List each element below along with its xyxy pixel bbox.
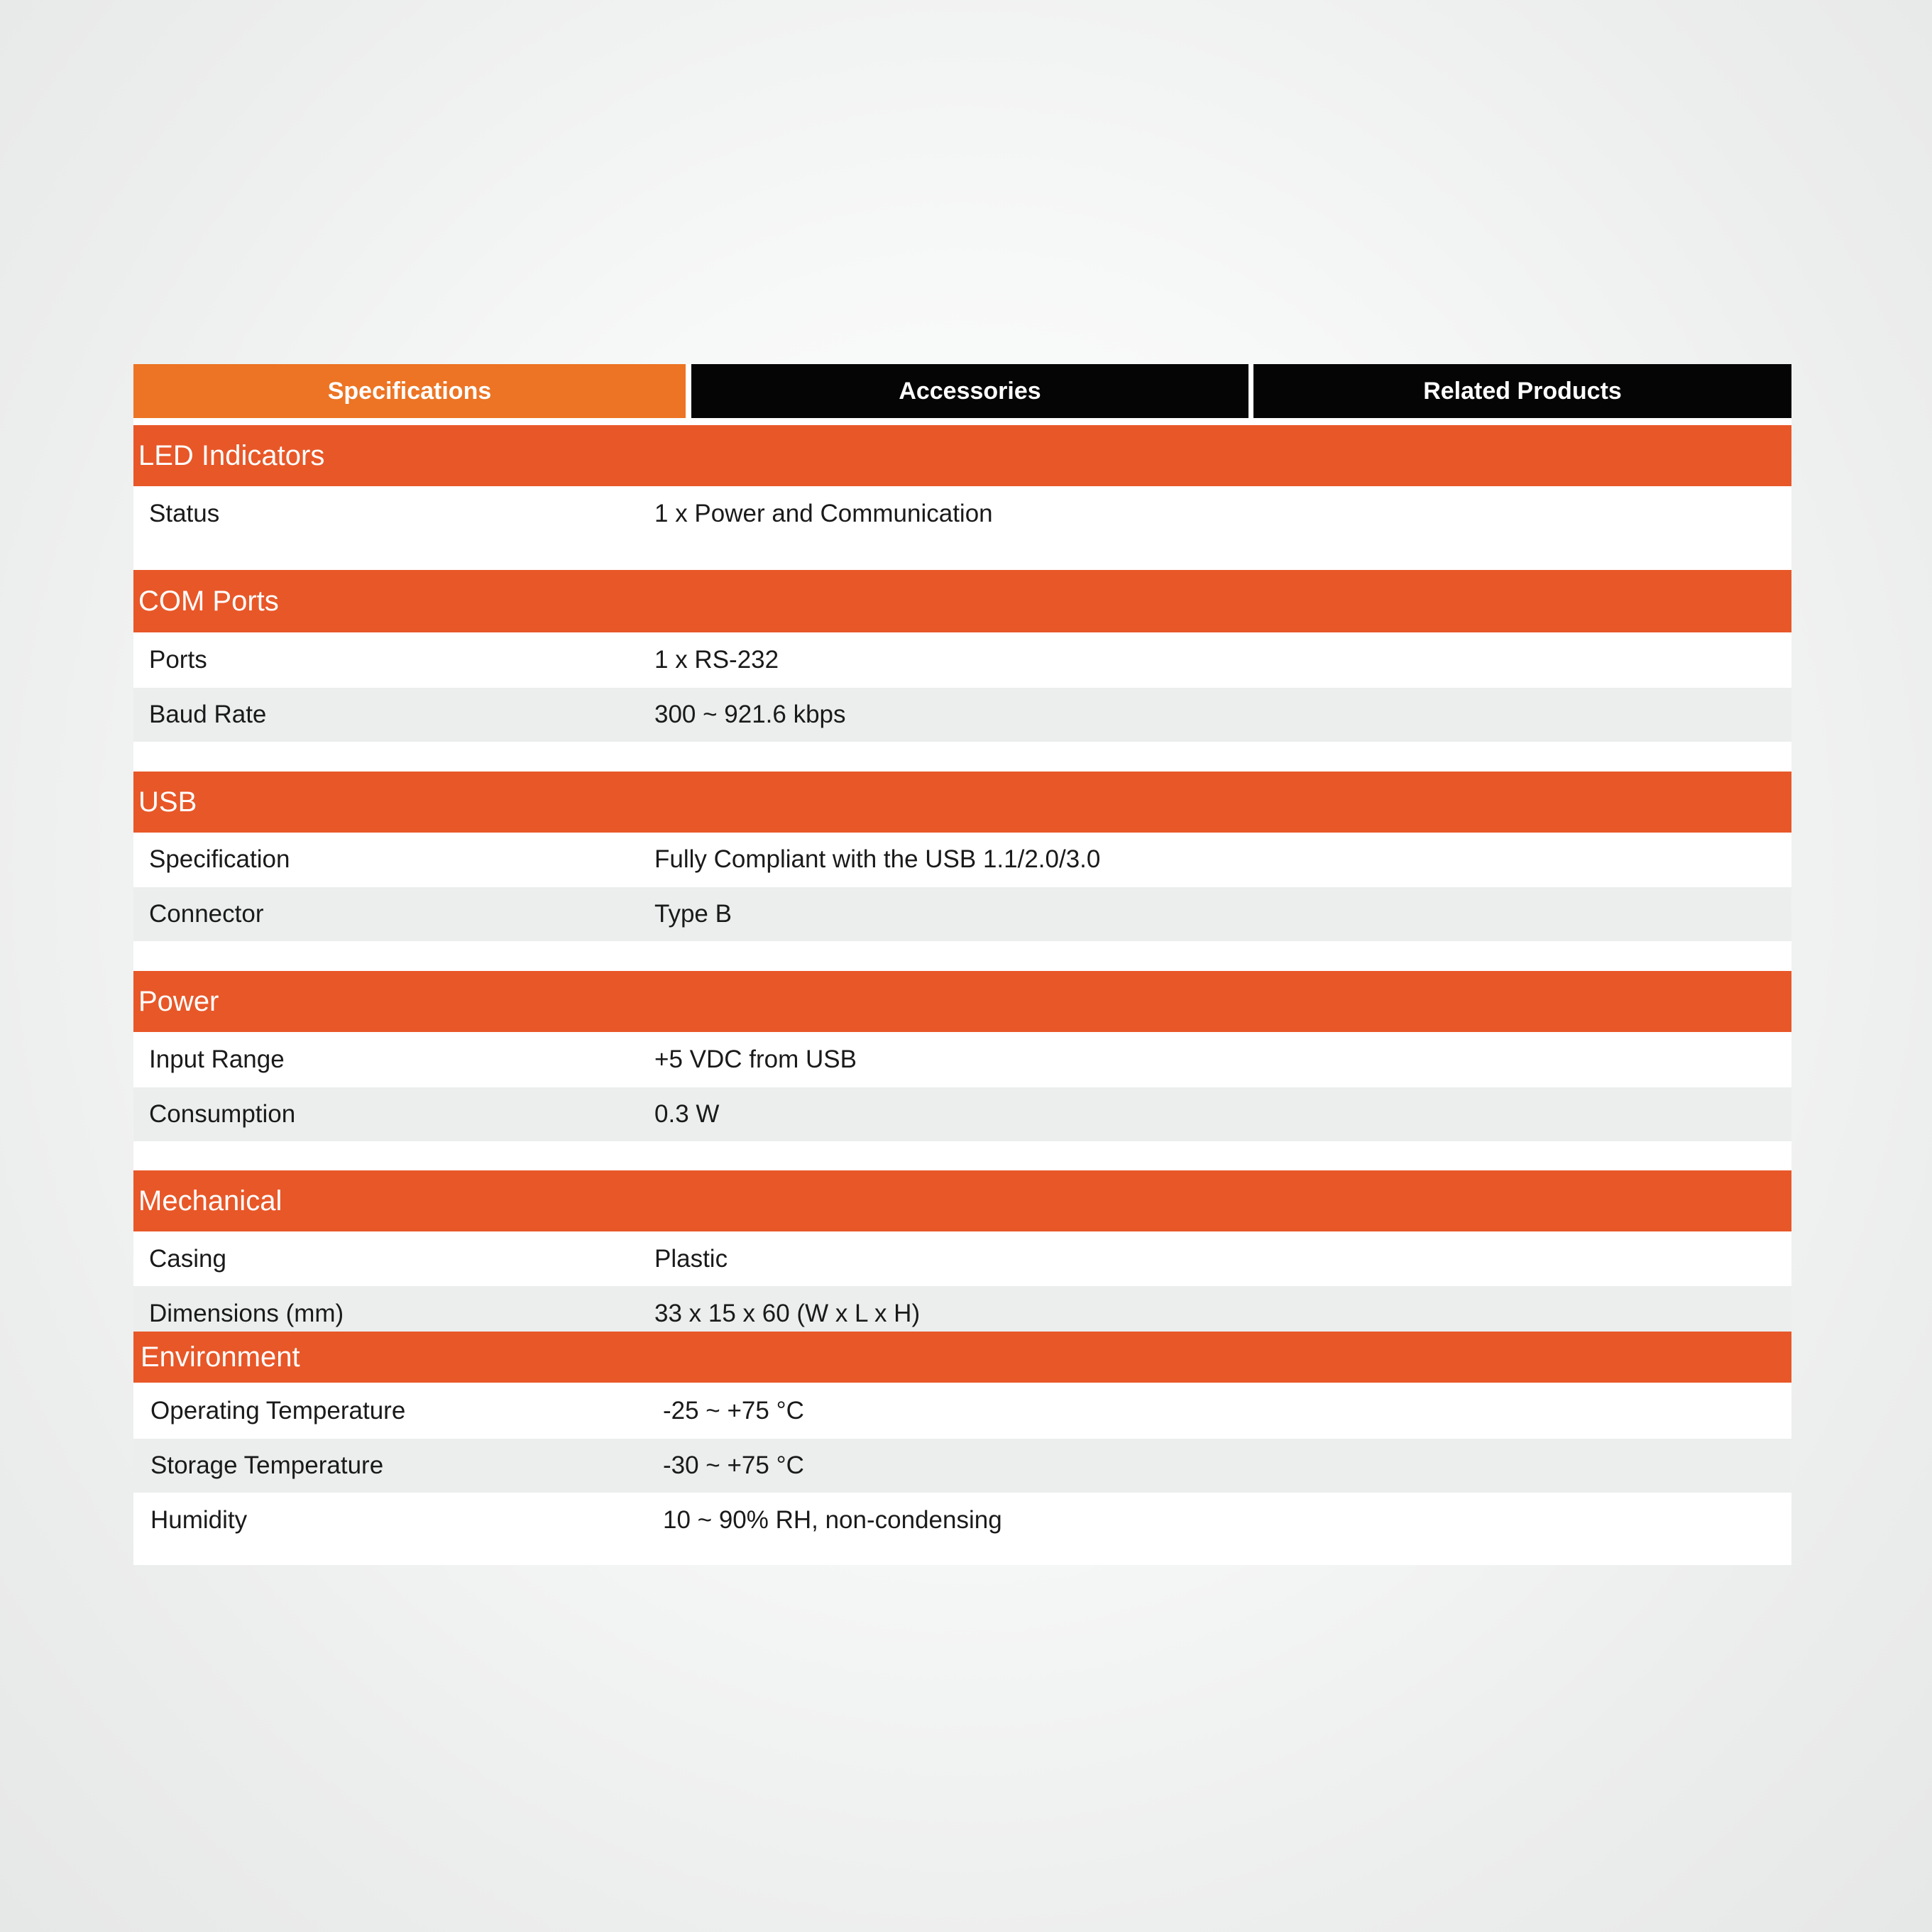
section-header-mechanical: Mechanical (133, 1170, 1791, 1231)
section-header-power: Power (133, 971, 1791, 1032)
spec-label: Casing (149, 1245, 226, 1273)
spec-label: Ports (149, 646, 207, 674)
spec-value: -30 ~ +75 °C (663, 1451, 804, 1479)
spec-row-storage-temperature (133, 1439, 1791, 1493)
spec-row-operating-temperature (133, 1384, 1791, 1438)
section-header-usb: USB (133, 772, 1791, 833)
spec-value: 1 x RS-232 (654, 646, 779, 674)
spec-label: Operating Temperature (150, 1397, 406, 1425)
tab-related-products[interactable]: Related Products (1253, 364, 1791, 418)
spec-label: Specification (149, 845, 290, 873)
section-header-led-indicators: LED Indicators (133, 425, 1791, 486)
spec-value: 10 ~ 90% RH, non-condensing (663, 1506, 1002, 1534)
spec-value: +5 VDC from USB (654, 1045, 857, 1073)
spec-row-status (133, 487, 1791, 541)
spec-value: 33 x 15 x 60 (W x L x H) (654, 1300, 921, 1327)
spec-value: 300 ~ 921.6 kbps (654, 701, 846, 728)
spec-value: Type B (654, 900, 732, 928)
section-header-com-ports: COM Ports (133, 570, 1791, 632)
section-header-environment: Environment (133, 1332, 1791, 1383)
spec-row-consumption (133, 1087, 1791, 1141)
spec-row-connector (133, 887, 1791, 941)
spec-label: Dimensions (mm) (149, 1300, 344, 1327)
tab-specifications[interactable]: Specifications (133, 364, 686, 418)
spec-label: Storage Temperature (150, 1451, 384, 1479)
spec-label: Input Range (149, 1045, 285, 1073)
spec-row-baud-rate (133, 688, 1791, 742)
spec-label: Connector (149, 900, 264, 928)
spec-row-humidity (133, 1493, 1791, 1547)
spec-value: Fully Compliant with the USB 1.1/2.0/3.0 (654, 845, 1101, 873)
spec-value: 0.3 W (654, 1100, 720, 1128)
spec-value: -25 ~ +75 °C (663, 1397, 804, 1425)
spec-label: Humidity (150, 1506, 248, 1534)
spec-row-specification (133, 833, 1791, 887)
spec-value: 1 x Power and Communication (654, 500, 993, 527)
spec-row-dimensions (133, 1286, 1791, 1332)
tab-accessories[interactable]: Accessories (691, 364, 1248, 418)
spec-row-ports (133, 633, 1791, 687)
spec-label: Status (149, 500, 220, 527)
spec-value: Plastic (654, 1245, 728, 1273)
spec-row-input-range (133, 1033, 1791, 1087)
spec-label: Consumption (149, 1100, 296, 1128)
spec-label: Baud Rate (149, 701, 267, 728)
spec-row-casing (133, 1232, 1791, 1286)
tab-bar (133, 364, 1791, 421)
